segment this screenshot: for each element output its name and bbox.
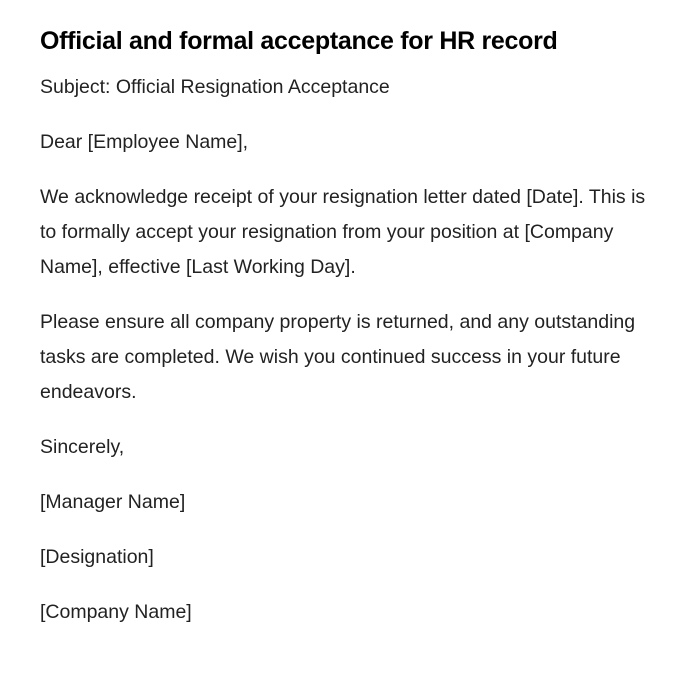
signature-designation: [Designation]: [40, 546, 154, 568]
closing: Sincerely,: [40, 436, 125, 458]
signature-company: [Company Name]: [40, 601, 192, 623]
body-paragraph-instructions: Please ensure all company property is returned, and any outstanding tasks are completed. We wish you continued success in your future endeavors.: [40, 311, 636, 403]
subject-line: Subject: Official Resignation Acceptance: [40, 76, 390, 98]
signature-name: [Manager Name]: [40, 491, 186, 513]
document-title: Official and formal acceptance for HR record: [40, 27, 558, 55]
salutation: Dear [Employee Name],: [40, 131, 249, 153]
body-paragraph-acknowledgement: We acknowledge receipt of your resignation letter dated [Date]. This is to formally accept your resignation from your position at [Company Name], effective [Last Working Day].: [40, 186, 646, 278]
